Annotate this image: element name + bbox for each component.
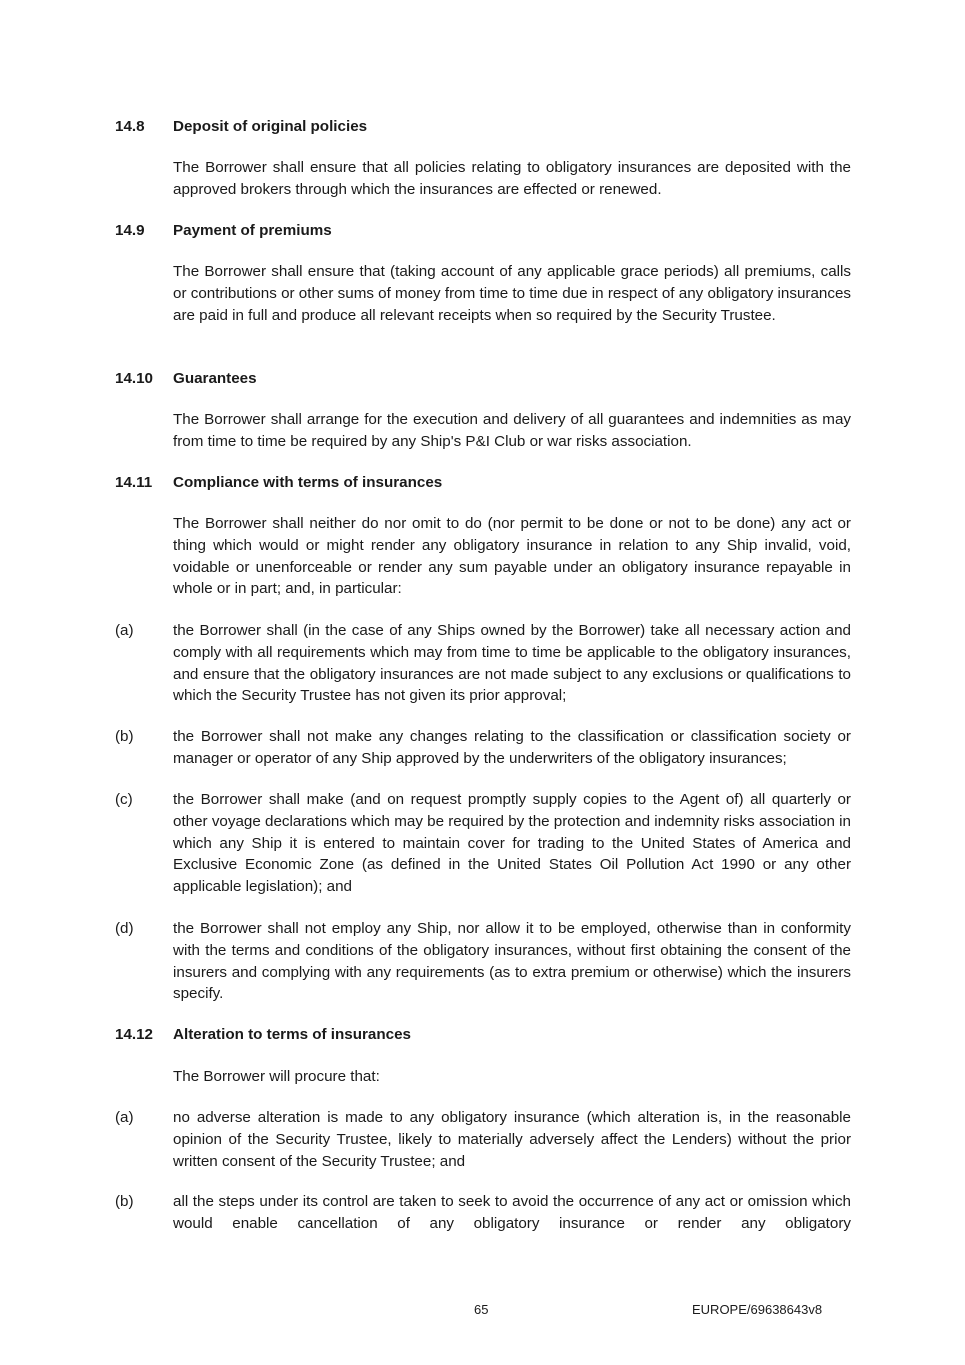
section-paragraph: The Borrower shall neither do nor omit to do (nor permit to be done or not to be done) any act or thing which would or might render any obligatory insurance in relation to any Ship invalid, void, voidable or unenforceable or render any sum payable under an obligatory insurance repayable in whole or in part; and, in particular: [173,515,851,598]
section-number: 14.8 [115,118,145,135]
list-item-label: (a) [115,622,134,639]
section-title: Payment of premiums [173,222,332,239]
section-title: Guarantees [173,370,257,387]
section-number: 14.10 [115,370,154,387]
section-number: 14.12 [115,1026,154,1043]
section-title: Compliance with terms of insurances [173,474,443,491]
list-item-label: (c) [115,791,133,808]
list-item: the Borrower shall (in the case of any Ships owned by the Borrower) take all necessary action and comply with all requirements which may from time to time be applicable to the obligatory insurances, and ensure that the obligatory insurances are not made subject to any exclusions or qualifications to which the Security Trustee has not given its prior approval; [173,622,851,705]
list-item: the Borrower shall not make any changes relating to the classification or classification society or manager or operator of any Ship approved by the underwriters of the obligatory insurances; [173,728,851,767]
list-item: the Borrower shall not employ any Ship, nor allow it to be employed, otherwise than in conformity with the terms and conditions of the obligatory insurances, without first obtaining the consent of the insurers and complying with any requirements (as to extra premium or otherwise) which the insurers specify. [173,920,851,1003]
section-paragraph: The Borrower shall arrange for the execution and delivery of all guarantees and indemnities as may from time to time be required by any Ship's P&I Club or war risks association. [173,411,851,450]
section-number: 14.11 [115,474,153,491]
list-item: the Borrower shall make (and on request promptly supply copies to the Agent of) all quarterly or other voyage declarations which may be required by the protection and indemnity risks association in which any Ship it is entered to maintain cover for trading to the United States of America and Exclusive Economic Zone (as defined in the United States Oil Pollution Act 1990 or any other applicable legislation); and [173,791,851,896]
section-title: Deposit of original policies [173,118,368,135]
list-item: all the steps under its control are taken to seek to avoid the occurrence of any act or omission which would enable cancellation of any obligatory insurance or render any obligatory [173,1193,851,1232]
list-item-label: (d) [115,920,134,937]
section-title: Alteration to terms of insurances [173,1026,411,1043]
section-number: 14.9 [115,222,145,239]
section-paragraph: The Borrower shall ensure that all policies relating to obligatory insurances are deposited with the approved brokers through which the insurances are effected or renewed. [173,159,851,198]
section-paragraph: The Borrower will procure that: [173,1068,380,1085]
section-paragraph: The Borrower shall ensure that (taking account of any applicable grace periods) all premiums, calls or contributions or other sums of money from time to time due in respect of any obligatory insurances are paid in full and produce all relevant receipts when so required by the Security Trustee. [173,263,851,324]
list-item: no adverse alteration is made to any obligatory insurance (which alteration is, in the reasonable opinion of the Security Trustee, likely to materially adversely affect the Lenders) without the prior written consent of the Security Trustee; and [173,1109,851,1170]
list-item-label: (a) [115,1109,134,1126]
document-reference: EUROPE/69638643v8 [692,1302,823,1317]
page-number: 65 [474,1302,489,1317]
list-item-label: (b) [115,728,134,745]
list-item-label: (b) [115,1193,134,1210]
